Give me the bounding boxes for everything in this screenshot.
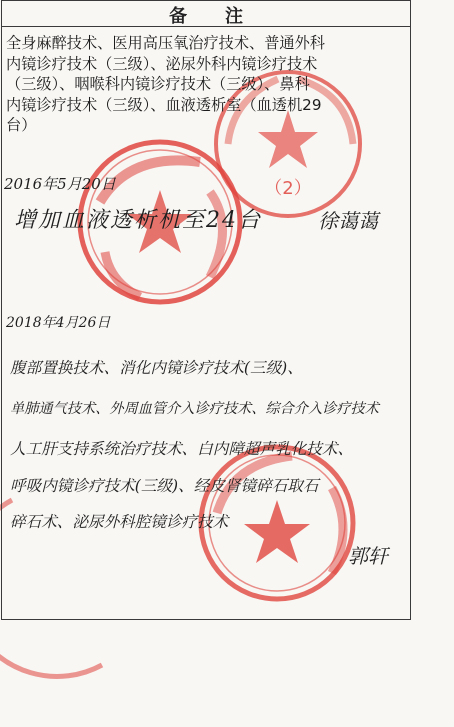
remarks-header-row: [1, 0, 411, 27]
entry2-date: 2018年4月26日: [6, 315, 111, 331]
entry1-date: 2016年5月20日: [4, 175, 116, 193]
entry2-line: 呼吸内镜诊疗技术(三级)、经皮肾镜碎石取石: [10, 477, 319, 495]
entry2-signature: 郭轩: [348, 544, 388, 568]
entry2-line: 腹部置换技术、消化内镜诊疗技术(三级)、: [10, 359, 303, 377]
entry1-note: 增加血液透析机至24台: [14, 208, 262, 233]
entry2-line: 碎石术、泌尿外科腔镜诊疗技术: [10, 513, 229, 531]
seal-number: （2）: [264, 178, 312, 199]
entry2-line: 单肺通气技术、外周血管介入诊疗技术、综合介入诊疗技术: [10, 401, 379, 417]
entry1-signature: 徐蔼蔼: [318, 209, 378, 233]
printed-line: （三级）、咽喉科内镜诊疗技术（三级）、鼻科: [6, 75, 310, 93]
entry2-line: 人工肝支持系统治疗技术、白内障超声乳化技术、: [10, 440, 354, 458]
printed-line: 内镜诊疗技术（三级）、泌尿外科内镜诊疗技术: [6, 54, 318, 73]
printed-line: 全身麻醉技术、医用高压氧治疗技术、普通外科: [6, 34, 325, 52]
printed-services-text: [6, 33, 408, 136]
remarks-header-title: 备注: [169, 6, 281, 27]
printed-line: 台）: [6, 116, 37, 134]
printed-line: 内镜诊疗技术（三级）、血液透析室（血透机29: [6, 95, 322, 114]
